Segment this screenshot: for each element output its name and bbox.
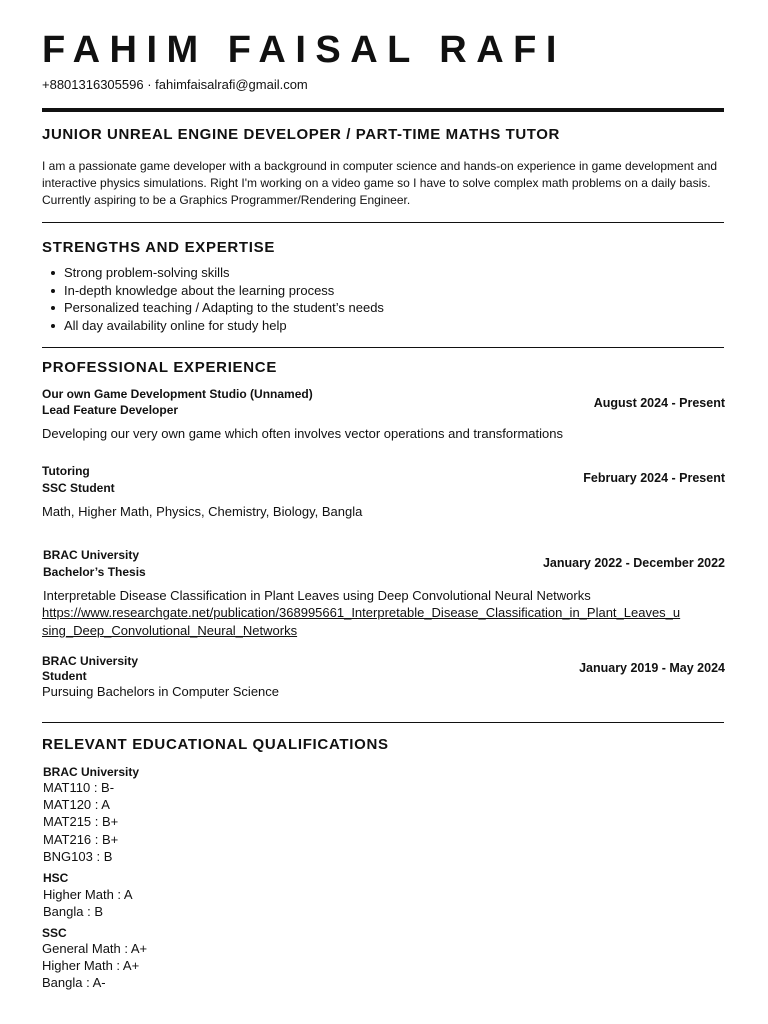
grade-item: MAT216 : B+ — [43, 832, 119, 847]
experience-dates: January 2022 - December 2022 — [542, 556, 725, 570]
strength-text: All day availability online for study help — [64, 317, 287, 333]
job-headline: JUNIOR UNREAL ENGINE DEVELOPER / PART-TIME MATHS TUTOR — [42, 126, 560, 143]
experience-description: Math, Higher Math, Physics, Chemistry, Biology, Bangla — [42, 504, 363, 519]
section-divider — [42, 222, 724, 223]
experience-org: Our own Game Development Studio (Unnamed) — [42, 387, 313, 401]
experience-title: PROFESSIONAL EXPERIENCE — [42, 359, 278, 376]
header-divider — [42, 108, 724, 112]
bullet-icon — [51, 289, 55, 293]
grade-item: Bangla : A- — [42, 975, 106, 990]
strength-text: Personalized teaching / Adapting to the student’s needs — [64, 300, 384, 315]
grade-item: MAT120 : A — [43, 797, 110, 812]
list-item — [42, 264, 384, 282]
experience-org: Tutoring — [42, 464, 90, 478]
education-title: RELEVANT EDUCATIONAL QUALIFICATIONS — [42, 736, 389, 753]
list-item — [42, 299, 384, 317]
education-institution: SSC — [42, 926, 67, 940]
list-item — [42, 317, 384, 335]
candidate-name: FAHIM FAISAL RAFI — [42, 29, 566, 71]
grade-item: MAT215 : B+ — [43, 814, 119, 829]
grade-item: MAT110 : B- — [43, 780, 115, 795]
section-divider — [42, 347, 724, 348]
grade-item: Bangla : B — [43, 904, 103, 919]
education-institution: BRAC University — [43, 765, 140, 779]
grade-item: BNG103 : B — [43, 849, 113, 864]
experience-role: Student — [42, 669, 87, 683]
bullet-icon — [51, 306, 55, 310]
experience-description: Interpretable Disease Classification in Plant Leaves using Deep Convolutional Neural Networks — [43, 588, 591, 603]
education-institution: HSC — [43, 871, 69, 885]
experience-role: Bachelor’s Thesis — [43, 565, 146, 579]
strength-text: Strong problem-solving skills — [64, 265, 230, 280]
bullet-icon — [51, 324, 55, 328]
section-divider — [42, 722, 724, 723]
grade-item: General Math : A+ — [42, 941, 148, 956]
experience-role: Lead Feature Developer — [42, 403, 179, 417]
experience-dates: February 2024 - Present — [583, 471, 725, 485]
experience-org: BRAC University — [43, 548, 140, 562]
grade-item: Higher Math : A — [43, 887, 133, 902]
strengths-list — [42, 264, 384, 334]
experience-dates: January 2019 - May 2024 — [579, 661, 725, 675]
grade-item: Higher Math : A+ — [42, 958, 140, 973]
strengths-title: STRENGTHS AND EXPERTISE — [42, 239, 276, 256]
bullet-icon — [51, 271, 55, 275]
summary-paragraph: I am a passionate game developer with a background in computer science and hands-on experience in game development and interactive physics simulations. Right I'm working on a video game so I have to solve complex math problems on a daily basis. Currently aspiring to be a Graphics Programmer/Rendering Engineer. — [42, 159, 718, 207]
experience-description: Developing our very own game which often involves vector operations and transformations — [42, 426, 563, 441]
experience-org: BRAC University — [42, 654, 139, 668]
experience-role: SSC Student — [42, 481, 115, 495]
experience-description: Pursuing Bachelors in Computer Science — [42, 684, 280, 699]
contact-line: +8801316305596 · fahimfaisalrafi@gmail.com — [42, 77, 308, 92]
list-item — [42, 282, 384, 300]
publication-link[interactable]: https://www.researchgate.net/publication/368995661_Interpretable_Disease_Classification_in_Plant_Leaves_using_Deep_Convolutional_Neural_Networks — [42, 605, 681, 638]
experience-dates: August 2024 - Present — [593, 396, 725, 410]
strength-text: In-depth knowledge about the learning process — [64, 282, 335, 298]
